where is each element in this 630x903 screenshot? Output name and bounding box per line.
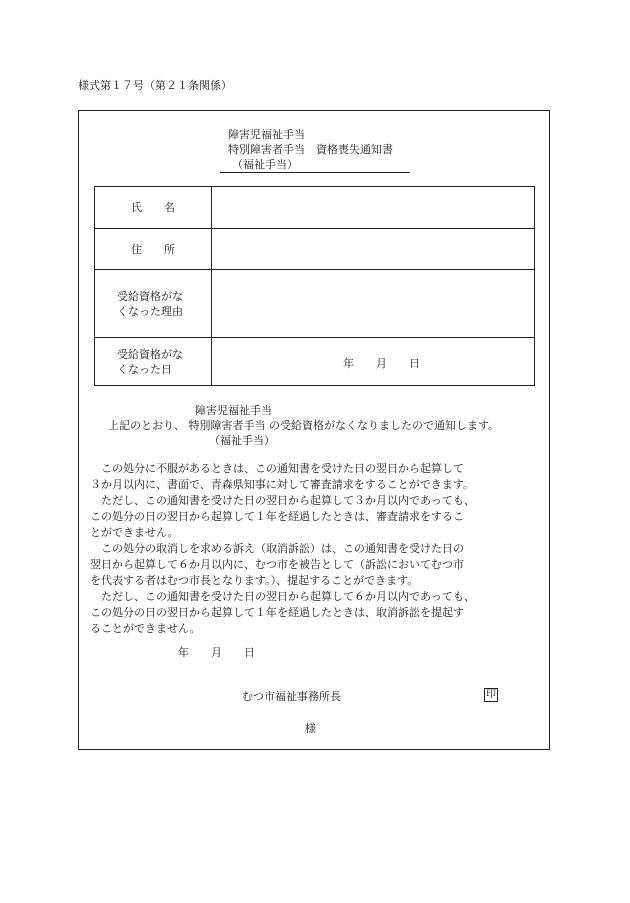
appeal-text-line: この処分に不服があるときは、この通知書を受けた日の翌日から起算して: [90, 462, 464, 475]
lawsuit-text-line: 翌日から起算して６か月以内に、むつ市を被告として（訴訟においてむつ市: [90, 558, 464, 571]
appeal-text-line: ただし、この通知書を受けた日の翌日から起算して３か月以内であっても、: [90, 494, 475, 507]
title-underline: [220, 172, 410, 173]
form-number: 様式第１７号（第２１条関係）: [78, 79, 232, 92]
loss-date-value: 年 月 日: [343, 357, 420, 370]
issue-date: 年 月 日: [178, 646, 255, 659]
title-line-3: （福祉手当）: [232, 158, 298, 171]
lawsuit-text-line: ることができません。: [90, 622, 201, 635]
honorific: 様: [305, 722, 316, 735]
title-line-2: 特別障害者手当 資格喪失通知書: [228, 143, 393, 156]
reason-label-line-2: くなった理由: [117, 304, 183, 318]
notice-sentence: 上記のとおり、 特別障害者手当 の受給資格がなくなりましたので通知します。: [108, 419, 500, 432]
lawsuit-text-line: この処分の取消しを求める訴え（取消訴訟）は、この通知書を受けた日の: [90, 542, 464, 555]
name-label: 氏 名: [95, 187, 212, 229]
loss-date-label-line-2: くなった日: [117, 362, 172, 376]
title-line-1: 障害児福祉手当: [228, 128, 305, 141]
notice-allowance-1: 障害児福祉手当: [195, 404, 272, 417]
appeal-text-line: とができません。: [90, 526, 179, 539]
lawsuit-text-line: この処分の日の翌日から起算して１年を経過したときは、取消訴訟を提起す: [90, 606, 464, 619]
loss-date-label-line-1: 受給資格がな: [117, 347, 183, 361]
reason-label-line-1: 受給資格がな: [117, 289, 183, 303]
notice-allowance-3: （福祉手当）: [209, 434, 275, 447]
seal-stamp: 印: [486, 689, 496, 700]
address-label: 住 所: [95, 229, 212, 270]
info-table: [94, 186, 535, 386]
name-field[interactable]: [212, 187, 535, 229]
lawsuit-text-line: を代表する者はむつ市長となります。）、提起することができます。: [90, 574, 419, 587]
office-name: むつ市福祉事務所長: [242, 690, 341, 703]
appeal-text-line: この処分の日の翌日から起算して１年を経過したときは、審査請求をするこ: [90, 510, 464, 523]
document-title: [228, 127, 393, 172]
table-row: [95, 187, 535, 229]
table-row: [95, 229, 535, 270]
lawsuit-text-line: ただし、この通知書を受けた日の翌日から起算して６か月以内であっても、: [90, 590, 475, 603]
loss-date-label: [95, 338, 212, 386]
appeal-text-line: ３か月以内に、書面で、青森県知事に対して審査請求をすることができます。: [90, 478, 474, 491]
table-row: [95, 270, 535, 338]
table-row: [95, 338, 535, 386]
reason-label: [95, 270, 212, 338]
address-field[interactable]: [212, 229, 535, 270]
reason-field[interactable]: [212, 270, 535, 338]
